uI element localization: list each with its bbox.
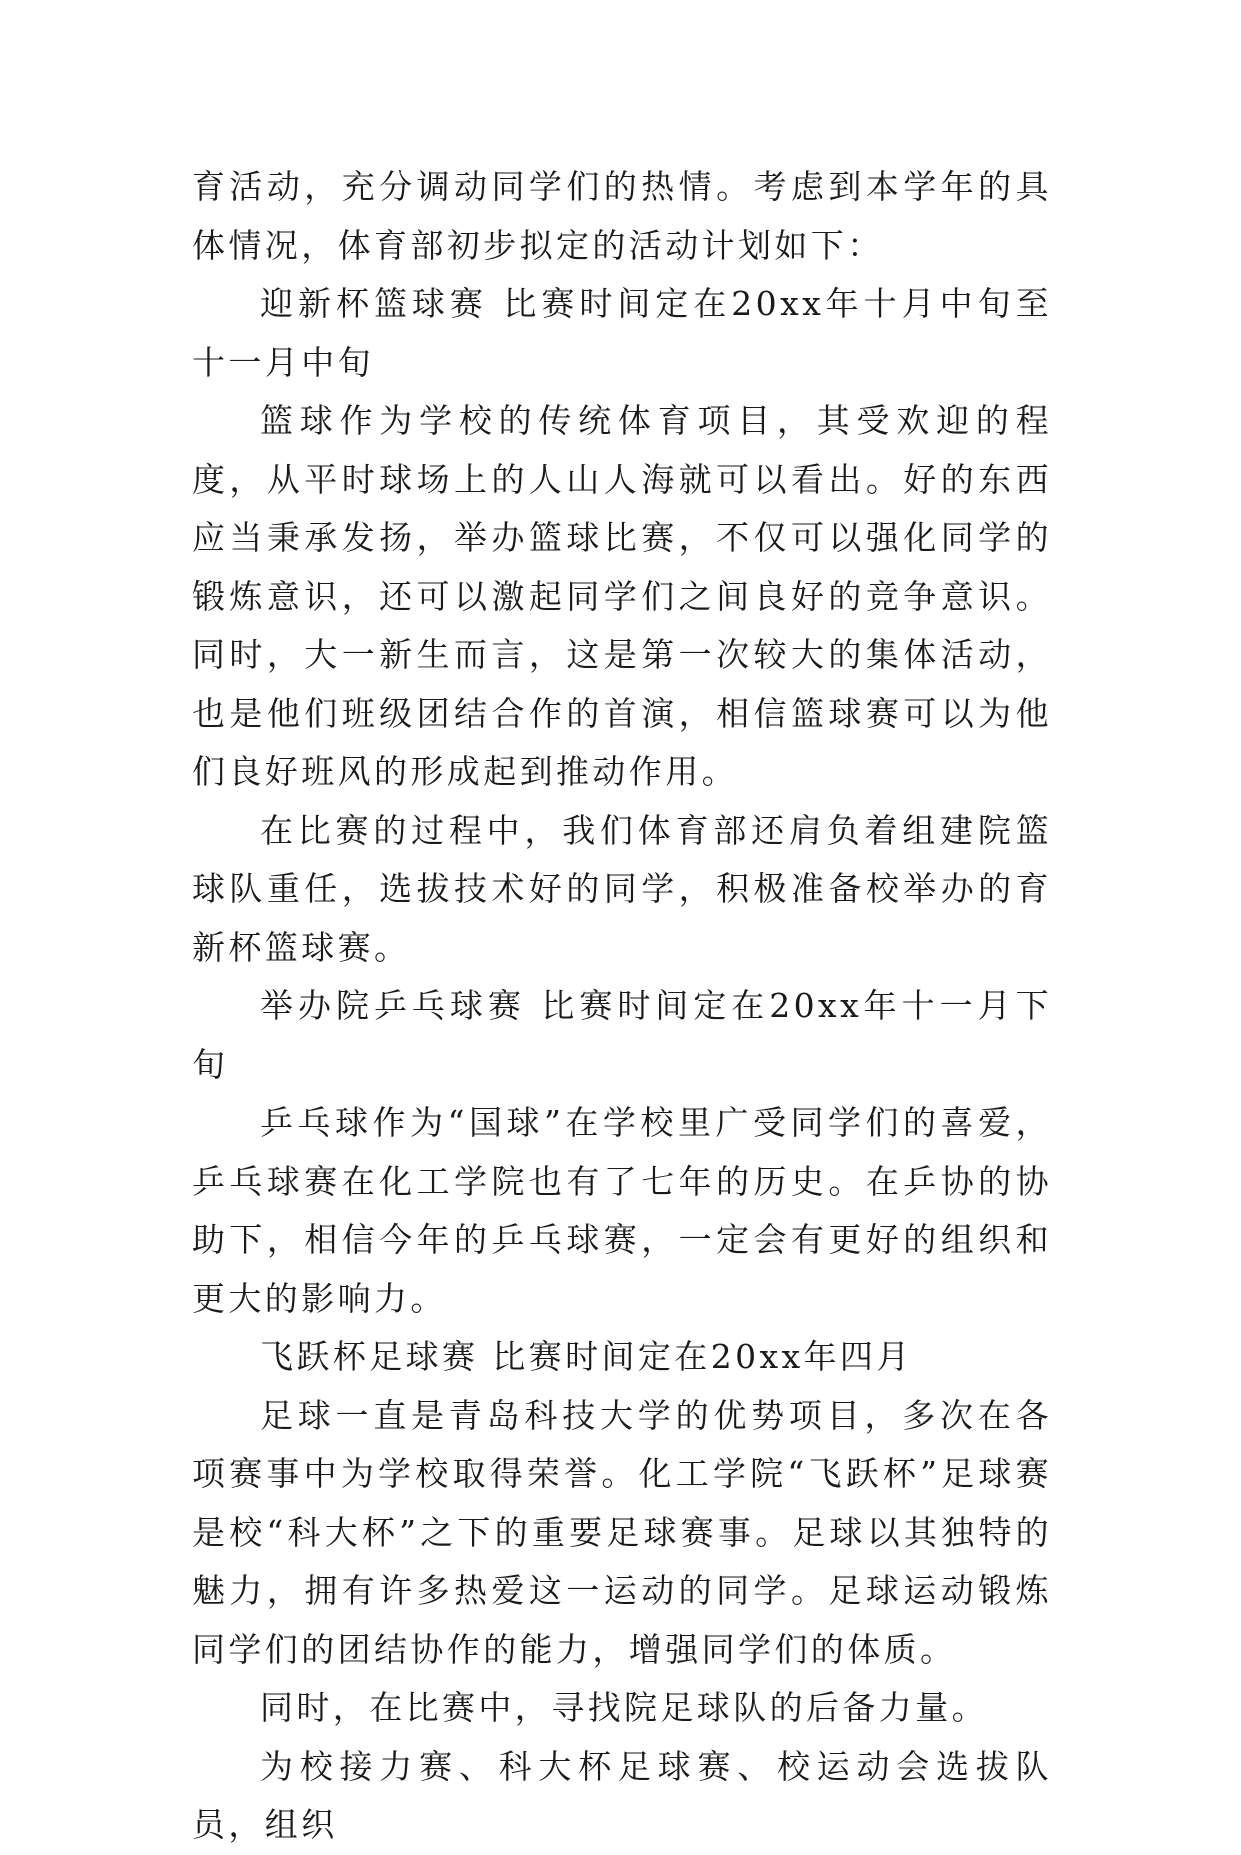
paragraph: 同时，在比赛中，寻找院足球队的后备力量。 — [260, 1688, 988, 1727]
paragraph: 乒乓球作为“国球”在学校里广受同学们的喜爱，乒乓球赛在化工学院也有了七年的历史。在乒协的协助下，相信今年的乒乓球赛，一定会有更好的组织和更大的影响力。 — [192, 1103, 1052, 1318]
section-heading-football: 飞跃杯足球赛 比赛时间定在20xx年四月 — [260, 1337, 913, 1376]
section-heading-pingpong: 举办院乒乓球赛 比赛时间定在20xx年十一月下旬 — [192, 986, 1052, 1084]
document-body — [192, 158, 1052, 1855]
paragraph: 足球一直是青岛科技大学的优势项目，多次在各项赛事中为学校取得荣誉。化工学院“飞跃杯”足球赛是校“科大杯”之下的重要足球赛事。足球以其独特的魅力，拥有许多热爱这一运动的同学。足球运动锻炼同学们的团结协作的能力，增强同学们的体质。 — [192, 1395, 1052, 1669]
paragraph: 在比赛的过程中，我们体育部还肩负着组建院篮球队重任，选拔技术好的同学，积极准备校举办的育新杯篮球赛。 — [192, 810, 1052, 967]
paragraph: 育活动，充分调动同学们的热情。考虑到本学年的具体情况，体育部初步拟定的活动计划如下： — [192, 167, 1052, 265]
paragraph: 篮球作为学校的传统体育项目，其受欢迎的程度，从平时球场上的人山人海就可以看出。好的东西应当秉承发扬，举办篮球比赛，不仅可以强化同学的锻炼意识，还可以激起同学们之间良好的竞争意识。同时，大一新生而言，这是第一次较大的集体活动，也是他们班级团结合作的首演，相信篮球赛可以为他们良好班风的形成起到推动作用。 — [192, 401, 1052, 791]
paragraph: 为校接力赛、科大杯足球赛、校运动会选拔队员，组织 — [192, 1746, 1052, 1844]
section-heading-basketball: 迎新杯篮球赛 比赛时间定在20xx年十月中旬至十一月中旬 — [192, 284, 1052, 382]
